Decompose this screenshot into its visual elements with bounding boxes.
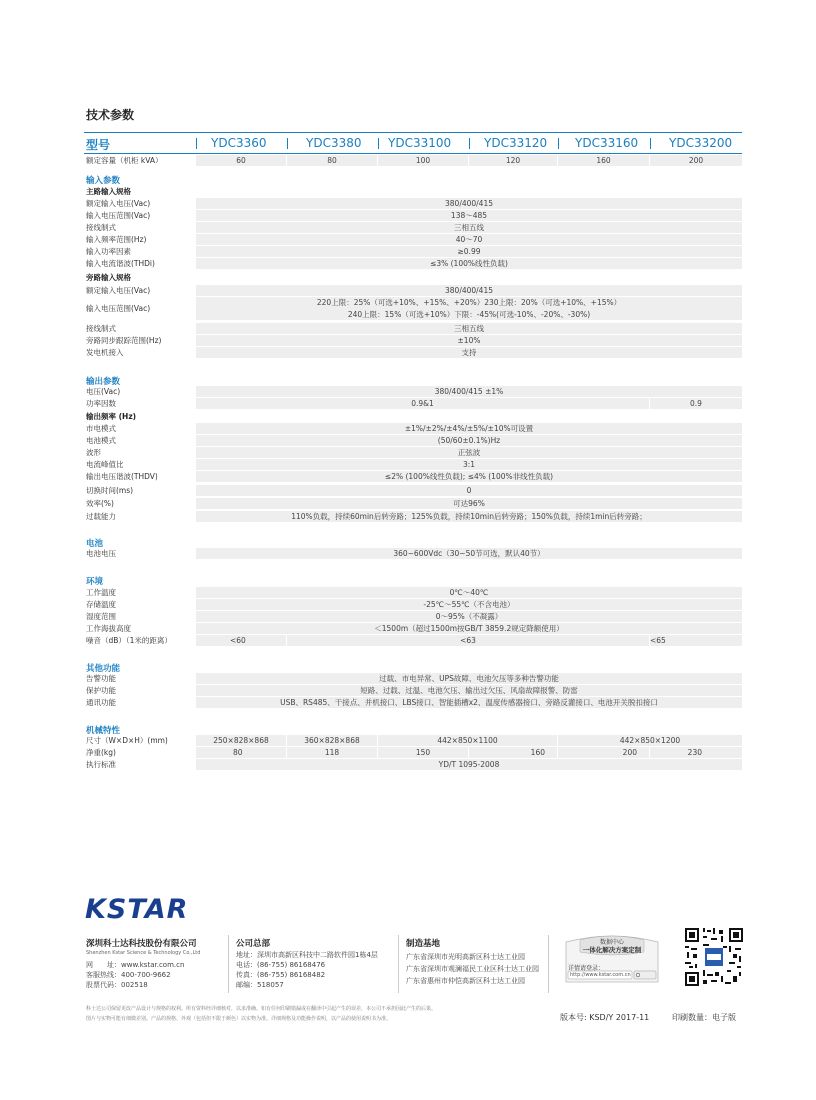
badge-login-label: 详情请登录： (568, 965, 605, 972)
spec-row (84, 258, 742, 270)
model-label: 型号 (86, 138, 111, 152)
row-value: 80 (287, 155, 377, 166)
row-value: 160 (469, 747, 557, 758)
row-label: 输入功率因素 (86, 247, 131, 256)
row-value: 150 (378, 747, 468, 758)
spec-row (84, 697, 742, 709)
row-label: 效率(%) (86, 499, 114, 508)
spec-row (84, 471, 742, 483)
page-title: 技术参数 (86, 108, 135, 122)
row-label: 尺寸（W×D×H）(mm) (86, 736, 168, 745)
subsection-title-main: 主路输入规格 (86, 187, 131, 196)
hq-fax: 传真：(86-755) 86168482 (236, 971, 326, 979)
row-value: 0.9&1 (196, 398, 649, 409)
row-label: 通讯功能 (86, 698, 116, 707)
model-name: YDC3380 (306, 136, 362, 150)
header-bottom-rule (84, 153, 742, 154)
row-value: 200 (558, 747, 649, 758)
spec-row (84, 599, 742, 611)
row-label: 告警功能 (86, 674, 116, 683)
row-value: 三相五线 (196, 222, 742, 233)
row-label: 额定容量（机柜 kVA） (86, 156, 163, 165)
spec-row (84, 673, 742, 685)
print-quantity: 印刷数量：电子版 (672, 1013, 736, 1022)
spec-row (84, 246, 742, 258)
row-label: 电池模式 (86, 436, 116, 445)
subsection-title-frequency: 输出频率 (Hz) (86, 412, 137, 421)
spec-row (84, 511, 742, 523)
spec-row (84, 398, 742, 410)
row-label: 接线制式 (86, 324, 116, 333)
row-value: 110%负载，持续60min后转旁路；125%负载，持续10min后转旁路；150%负载，持续1min后转旁路； (196, 511, 742, 522)
spec-row (84, 323, 742, 335)
row-value: 380/400/415 (196, 198, 742, 209)
row-value: 正弦波 (196, 447, 742, 458)
model-name: YDC3360 (211, 136, 267, 150)
spec-row (84, 623, 742, 635)
row-value-line: 240上限：15%（可选+10%）下限：-45%(可选-10%、-20%、-30%) (347, 309, 591, 319)
row-value: 支持 (196, 347, 742, 358)
spec-row (84, 548, 742, 560)
row-value: -25℃～55℃（不含电池） (196, 599, 742, 610)
row-label: 市电模式 (86, 424, 116, 433)
section-title-mechanical: 机械特性 (86, 726, 121, 736)
footer-divider (228, 935, 229, 993)
section-title-input: 输入参数 (86, 176, 121, 186)
row-value: 三相五线 (196, 323, 742, 334)
badge-title: 数据中心 (599, 939, 624, 946)
header-separator (558, 138, 559, 149)
row-value: 0 (196, 485, 742, 496)
row-value: USB、RS485、干接点、并机接口、LBS接口、智能插槽x2、温度传感器接口、旁路反灌接口、电池开关脱扣接口 (196, 697, 742, 708)
row-value: 118 (287, 747, 377, 758)
section-title-other: 其他功能 (86, 664, 121, 674)
row-value: 360~600Vdc（30~50节可选，默认40节） (196, 548, 742, 559)
footer-divider (548, 935, 549, 993)
spec-row (84, 210, 742, 222)
hq-postcode: 邮编：518057 (236, 981, 284, 989)
row-label: 过载能力 (86, 512, 116, 521)
spec-row (84, 447, 742, 459)
company-stock-code: 股票代码：002518 (86, 981, 148, 989)
row-value: 250×828×868 (196, 735, 286, 746)
row-value: ≤2% (100%线性负载); ≤4% (100%非线性负载) (196, 471, 742, 482)
row-label: 旁路同步跟踪范围(Hz) (86, 336, 162, 345)
spec-row (84, 222, 742, 234)
row-value: 160 (558, 155, 649, 166)
row-label: 功率因数 (86, 399, 116, 408)
row-label: 额定输入电压(Vac) (86, 286, 151, 295)
section-title-output: 输出参数 (86, 377, 121, 387)
spec-row (84, 297, 742, 321)
row-label: 切换时间(ms) (86, 486, 134, 495)
capacity-row (84, 155, 742, 167)
spec-row (84, 423, 742, 435)
header-separator (469, 138, 470, 149)
row-value-line: 220上限：25%（可选+10%、+15%、+20%）230上限：20%（可选+10%、+15%） (316, 298, 622, 307)
row-value: 80 (196, 747, 286, 758)
row-value: 442×850×1100 (378, 735, 557, 746)
row-label: 保护功能 (86, 686, 116, 695)
spec-row (84, 587, 742, 599)
row-value: 0.9 (650, 398, 742, 409)
section-title-battery: 电池 (86, 539, 104, 549)
company-website: 网 址：www.kstar.com.cn (86, 961, 185, 969)
row-label: 输入电压范围(Vac) (86, 211, 151, 220)
row-label: 存储温度 (86, 600, 116, 609)
spec-row (84, 459, 742, 471)
row-label: 净重(kg) (86, 748, 116, 757)
header-separator (650, 138, 651, 149)
solution-badge (560, 932, 664, 986)
disclaimer-text: 图片与实物可能有细微差别。产品的规格、外观（包括但不限于颜色）以实物为准。详细规格及功能操作说明，以产品的使用说明书为准。 (86, 1016, 392, 1022)
row-label: 电池电压 (86, 549, 116, 558)
qr-code-icon (685, 928, 743, 986)
model-name: YDC33100 (388, 136, 452, 150)
hq-phone: 电话：(86-755) 86168476 (236, 961, 326, 969)
row-label: 湿度范围 (86, 612, 116, 621)
company-name-en: Shenzhen Kstar Science & Technology Co.,Ltd (86, 950, 201, 956)
spec-row (84, 347, 742, 359)
row-label: 输入电流谐波(THDi) (86, 259, 155, 268)
row-value: ±10% (196, 335, 742, 346)
spec-row (84, 498, 742, 510)
kstar-logo: KSTAR (85, 894, 189, 925)
row-value: 200 (650, 155, 742, 166)
header-separator (378, 138, 379, 149)
row-label: 发电机接入 (86, 348, 124, 357)
base-address: 广东省惠州市仲恺高新区科士达工业园 (406, 977, 525, 985)
spec-row (84, 285, 742, 297)
company-hotline: 客服热线：400-700-9662 (86, 971, 171, 979)
spec-row (84, 611, 742, 623)
row-value: ±1%/±2%/±4%/±5%/±10%可设置 (196, 423, 742, 434)
model-name: YDC33200 (669, 136, 733, 150)
base-address: 广东省深圳市观澜福民工业区科士达工业园 (406, 965, 539, 973)
section-title-environment: 环境 (86, 577, 104, 587)
spec-row (84, 635, 742, 647)
row-value: <65 (650, 635, 742, 646)
company-name: 深圳科士达科技股份有限公司 (86, 939, 197, 949)
row-value: (50/60±0.1%)Hz (196, 435, 742, 446)
spec-row (84, 485, 742, 497)
row-label: 接线制式 (86, 223, 116, 232)
row-value: YD/T 1095-2008 (196, 759, 742, 770)
row-value (196, 297, 742, 320)
spec-row (84, 747, 742, 759)
row-value: 40～70 (196, 234, 742, 245)
hq-address: 地址：深圳市高新区科技中二路软件园1栋4层 (236, 951, 378, 959)
disclaimer-text: 科士达公司保留更改产品设计与规格的权利。所有资料经详细核对，以求准确。如有任何印刷错漏或在翻译中引起产生的误差，本公司不承担因此产生的后果。 (86, 1006, 437, 1012)
row-value: 230 (650, 747, 742, 758)
row-value: 138～485 (196, 210, 742, 221)
model-name: YDC33120 (484, 136, 548, 150)
row-value: ＜1500m（超过1500m按GB/T 3859.2规定降额使用） (196, 623, 742, 634)
base-address: 广东省深圳市光明高新区科士达工业园 (406, 953, 525, 961)
header-separator (196, 138, 197, 149)
row-value: 442×850×1200 (558, 735, 742, 746)
row-value: <63 (287, 635, 649, 646)
footer-divider (398, 935, 399, 993)
badge-url[interactable]: http://www.kstar.com.cn (570, 972, 631, 978)
row-value: 380/400/415 ±1% (196, 386, 742, 397)
subsection-title-bypass: 旁路输入规格 (86, 273, 131, 282)
row-label: 波形 (86, 448, 101, 457)
row-label: 电压(Vac) (86, 387, 121, 396)
spec-row (84, 759, 742, 771)
row-label: 额定输入电压(Vac) (86, 199, 151, 208)
spec-row (84, 735, 742, 747)
spec-row (84, 386, 742, 398)
version-number: 版本号: KSD/Y 2017-11 (560, 1013, 650, 1022)
row-value: 120 (469, 155, 557, 166)
row-label: 噪音（dB）（1米的距离） (86, 636, 172, 645)
row-value: 短路、过载、过温、电池欠压、输出过欠压、风扇故障报警、防雷 (196, 685, 742, 696)
base-title: 制造基地 (406, 939, 441, 949)
row-value: <60 (196, 635, 286, 646)
row-value: 60 (196, 155, 286, 166)
model-name: YDC33160 (575, 136, 639, 150)
row-label: 工作温度 (86, 588, 116, 597)
row-value: 0℃～40℃ (196, 587, 742, 598)
row-value: 可达96% (196, 498, 742, 509)
row-label: 执行标准 (86, 760, 116, 769)
row-value: 360×828×868 (287, 735, 377, 746)
row-label: 输出电压谐波(THDV) (86, 472, 158, 481)
hq-title: 公司总部 (236, 939, 271, 949)
row-label: 电流峰值比 (86, 460, 124, 469)
header-separator (287, 138, 288, 149)
row-value: 380/400/415 (196, 285, 742, 296)
row-value: 过载、市电异常、UPS故障、电池欠压等多种告警功能 (196, 673, 742, 684)
spec-row (84, 685, 742, 697)
row-value: 0～95%（不凝露） (196, 611, 742, 622)
row-value: ≤3% (100%线性负载) (196, 258, 742, 269)
spec-row (84, 435, 742, 447)
spec-row (84, 198, 742, 210)
header-top-rule (84, 132, 742, 133)
row-label: 工作海拔高度 (86, 624, 131, 633)
spec-row (84, 234, 742, 246)
row-label: 输入电压范围(Vac) (86, 304, 151, 313)
spec-row (84, 335, 742, 347)
row-value: 3:1 (196, 459, 742, 470)
model-header (84, 136, 742, 152)
row-value: ≥0.99 (196, 246, 742, 257)
row-label: 输入频率范围(Hz) (86, 235, 147, 244)
row-value: 100 (378, 155, 468, 166)
badge-subtitle: 一体化解决方案定制 (582, 946, 642, 954)
